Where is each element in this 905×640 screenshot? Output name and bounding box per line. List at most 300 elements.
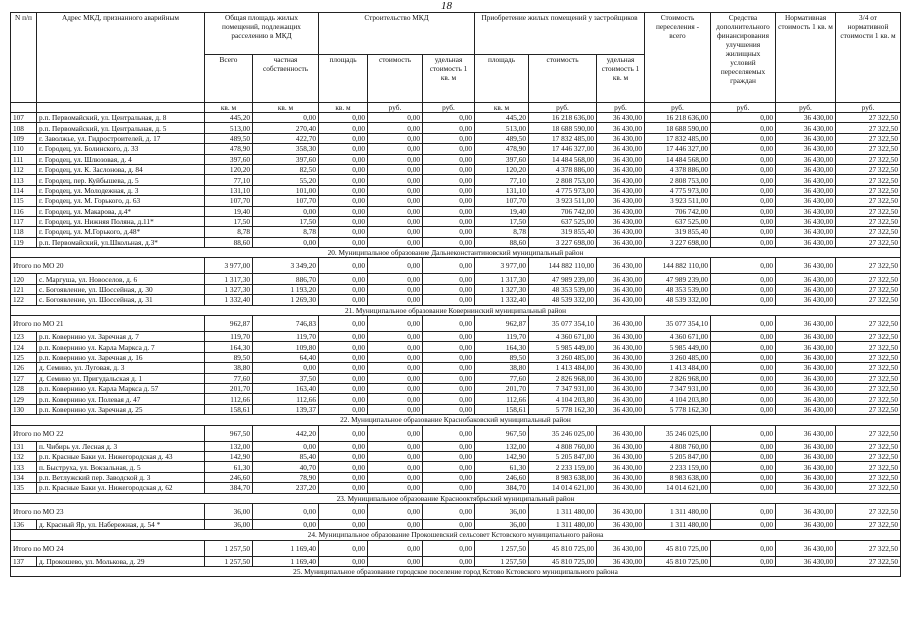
value-cell: 0,00 — [711, 373, 776, 383]
value-cell: 36 430,00 — [776, 206, 836, 216]
address-cell: г. Городец, ул. М.Горького, д.48* — [37, 227, 205, 237]
value-cell: 64,40 — [253, 352, 319, 362]
section-heading-row — [11, 415, 901, 425]
row-number: 113 — [11, 175, 37, 185]
value-cell: 0,00 — [368, 483, 423, 493]
value-cell: 17,50 — [253, 216, 319, 226]
section-heading-row — [11, 493, 901, 503]
value-cell: 36 430,00 — [776, 154, 836, 164]
value-cell: 0,00 — [319, 519, 368, 529]
value-cell: 513,00 — [475, 123, 529, 133]
total-cell: 36,00 — [475, 503, 529, 519]
table-row — [11, 462, 901, 472]
value-cell: 0,00 — [319, 441, 368, 451]
total-cell: 0,00 — [711, 503, 776, 519]
value-cell: 112,66 — [253, 394, 319, 404]
value-cell: 0,00 — [319, 144, 368, 154]
value-cell: 27 322,50 — [836, 451, 901, 461]
value-cell: 0,00 — [423, 404, 475, 414]
total-cell: 36 430,00 — [776, 316, 836, 332]
value-cell: 1 311 480,00 — [645, 519, 711, 529]
table-row — [11, 342, 901, 352]
value-cell: 319 855,40 — [529, 227, 597, 237]
total-cell: 1 257,50 — [205, 540, 253, 556]
value-cell: 0,00 — [711, 451, 776, 461]
value-cell: 3 260 485,00 — [645, 352, 711, 362]
table-row — [11, 383, 901, 393]
total-cell: 1 311 480,00 — [645, 503, 711, 519]
value-cell: 0,00 — [253, 519, 319, 529]
value-cell: 0,00 — [368, 462, 423, 472]
value-cell: 1 413 484,00 — [645, 363, 711, 373]
value-cell: 0,00 — [423, 383, 475, 393]
units-cell: кв. м — [475, 103, 529, 113]
value-cell: 0,00 — [423, 332, 475, 342]
row-number: 131 — [11, 441, 37, 451]
value-cell: 0,00 — [368, 123, 423, 133]
address-cell: р.п. Первомайский, ул.Школьная, д.3* — [37, 237, 205, 247]
units-cell: кв. м — [205, 103, 253, 113]
value-cell: 0,00 — [368, 196, 423, 206]
section-heading: 25. Муниципальное образование городское поселение город Кстово Кстовского муниципального района — [11, 567, 901, 577]
value-cell: 445,20 — [475, 113, 529, 123]
value-cell: 0,00 — [368, 175, 423, 185]
address-cell: р.п. Ковернино ул. Карла Маркса д. 7 — [37, 342, 205, 352]
value-cell: 1 317,30 — [475, 274, 529, 284]
value-cell: 36 430,00 — [597, 451, 645, 461]
value-cell: 112,66 — [475, 394, 529, 404]
value-cell: 27 322,50 — [836, 133, 901, 143]
value-cell: 77,10 — [475, 175, 529, 185]
value-cell: 1 257,50 — [205, 556, 253, 566]
table-body — [11, 113, 901, 577]
value-cell: 0,00 — [423, 394, 475, 404]
value-cell: 0,00 — [319, 216, 368, 226]
table-row — [11, 404, 901, 414]
value-cell: 0,00 — [319, 196, 368, 206]
value-cell: 14 014 621,00 — [529, 483, 597, 493]
address-cell: г. Городец, ул. К. Заслонова, д. 84 — [37, 164, 205, 174]
value-cell: 1 169,40 — [253, 556, 319, 566]
value-cell: 0,00 — [319, 383, 368, 393]
row-number: 108 — [11, 123, 37, 133]
value-cell: 27 322,50 — [836, 144, 901, 154]
value-cell: 0,00 — [423, 295, 475, 305]
value-cell: 3 227 698,00 — [529, 237, 597, 247]
value-cell: 0,00 — [423, 237, 475, 247]
value-cell: 27 322,50 — [836, 441, 901, 451]
row-number: 118 — [11, 227, 37, 237]
value-cell: 132,00 — [205, 441, 253, 451]
table-row — [11, 216, 901, 226]
value-cell: 0,00 — [319, 462, 368, 472]
value-cell: 36 430,00 — [597, 556, 645, 566]
value-cell: 36 430,00 — [776, 383, 836, 393]
total-cell: 0,00 — [423, 316, 475, 332]
value-cell: 0,00 — [711, 519, 776, 529]
value-cell: 0,00 — [711, 483, 776, 493]
value-cell: 3 260 485,00 — [529, 352, 597, 362]
value-cell: 38,80 — [475, 363, 529, 373]
section-heading: 22. Муниципальное образование Краснобаковский муниципальный район — [11, 415, 901, 425]
value-cell: 36 430,00 — [776, 332, 836, 342]
value-cell: 397,60 — [205, 154, 253, 164]
address-cell: р.п. Красные Баки ул. Нижегородская д. 62 — [37, 483, 205, 493]
value-cell: 36 430,00 — [776, 175, 836, 185]
value-cell: 36 430,00 — [597, 133, 645, 143]
total-cell: 0,00 — [319, 540, 368, 556]
value-cell: 1 193,20 — [253, 284, 319, 294]
value-cell: 27 322,50 — [836, 185, 901, 195]
value-cell: 36 430,00 — [597, 237, 645, 247]
value-cell: 489,50 — [205, 133, 253, 143]
value-cell: 17 832 485,00 — [529, 133, 597, 143]
value-cell: 36 430,00 — [776, 123, 836, 133]
value-cell: 0,00 — [711, 185, 776, 195]
value-cell: 0,00 — [319, 556, 368, 566]
value-cell: 0,00 — [423, 227, 475, 237]
value-cell: 5 985 449,00 — [529, 342, 597, 352]
section-heading-row — [11, 567, 901, 577]
units-cell: руб. — [836, 103, 901, 113]
value-cell: 27 322,50 — [836, 216, 901, 226]
value-cell: 0,00 — [711, 556, 776, 566]
value-cell: 0,00 — [319, 332, 368, 342]
value-cell: 0,00 — [423, 154, 475, 164]
row-number: 110 — [11, 144, 37, 154]
total-cell: 45 810 725,00 — [529, 540, 597, 556]
value-cell: 0,00 — [423, 342, 475, 352]
total-row — [11, 425, 901, 441]
value-cell: 36 430,00 — [597, 216, 645, 226]
value-cell: 89,50 — [475, 352, 529, 362]
value-cell: 706 742,00 — [645, 206, 711, 216]
value-cell: 0,00 — [319, 123, 368, 133]
total-cell: 36 430,00 — [776, 258, 836, 274]
address-cell: с. Маргуша, ул. Новоселов, д. 6 — [37, 274, 205, 284]
total-cell: 144 882 110,00 — [645, 258, 711, 274]
value-cell: 0,00 — [711, 404, 776, 414]
value-cell: 36 430,00 — [597, 519, 645, 529]
address-cell: г. Городец, ул. М. Горького, д. 63 — [37, 196, 205, 206]
sub-area-header: площадь — [319, 55, 368, 103]
address-cell: р.п. Ковернино ул. Заречная д. 7 — [37, 332, 205, 342]
address-cell: г. Городец, ул. Болинского, д. 33 — [37, 144, 205, 154]
value-cell: 77,10 — [205, 175, 253, 185]
value-cell: 0,00 — [253, 237, 319, 247]
value-cell: 0,00 — [423, 373, 475, 383]
value-cell: 45 810 725,00 — [529, 556, 597, 566]
value-cell: 0,00 — [368, 404, 423, 414]
value-cell: 36 430,00 — [776, 441, 836, 451]
value-cell: 36 430,00 — [597, 113, 645, 123]
value-cell: 3 923 511,00 — [529, 196, 597, 206]
address-cell: р.п. Ветлужский пер. Заводской д. 3 — [37, 472, 205, 482]
address-cell: с. Богоявление, ул. Шоссейная, д. 31 — [37, 295, 205, 305]
col-norm-cost-header: Нормативная стоимость 1 кв. м — [776, 13, 836, 103]
value-cell: 0,00 — [319, 175, 368, 185]
total-label: Итого по МО 20 — [11, 258, 205, 274]
page-number: 18 — [441, 0, 452, 12]
value-cell: 37,50 — [253, 373, 319, 383]
value-cell: 0,00 — [711, 237, 776, 247]
sub-unit-cost-header: удельная стоимость 1 кв. м — [597, 55, 645, 103]
value-cell: 27 322,50 — [836, 164, 901, 174]
table-row — [11, 363, 901, 373]
value-cell: 36 430,00 — [597, 284, 645, 294]
value-cell: 27 322,50 — [836, 556, 901, 566]
value-cell: 27 322,50 — [836, 113, 901, 123]
value-cell: 0,00 — [319, 206, 368, 216]
col-cost-header: Стоимость переселения - всего — [645, 13, 711, 103]
value-cell: 36 430,00 — [597, 404, 645, 414]
value-cell: 27 322,50 — [836, 363, 901, 373]
table-row — [11, 164, 901, 174]
value-cell: 0,00 — [711, 441, 776, 451]
value-cell: 132,00 — [475, 441, 529, 451]
value-cell: 0,00 — [253, 363, 319, 373]
row-number: 124 — [11, 342, 37, 352]
value-cell: 158,61 — [205, 404, 253, 414]
value-cell: 0,00 — [319, 352, 368, 362]
row-number: 117 — [11, 216, 37, 226]
units-cell: кв. м — [319, 103, 368, 113]
value-cell: 27 322,50 — [836, 284, 901, 294]
value-cell: 8,78 — [205, 227, 253, 237]
value-cell: 2 233 159,00 — [529, 462, 597, 472]
value-cell: 36 430,00 — [776, 483, 836, 493]
table-row — [11, 394, 901, 404]
table-row — [11, 113, 901, 123]
value-cell: 0,00 — [368, 352, 423, 362]
value-cell: 246,60 — [205, 472, 253, 482]
value-cell: 119,70 — [475, 332, 529, 342]
table-row — [11, 352, 901, 362]
value-cell: 0,00 — [423, 196, 475, 206]
address-cell: с. Богоявление, ул. Шоссейная, д. 30 — [37, 284, 205, 294]
value-cell: 0,00 — [368, 363, 423, 373]
value-cell: 0,00 — [319, 154, 368, 164]
value-cell: 8 983 638,00 — [645, 472, 711, 482]
value-cell: 38,80 — [205, 363, 253, 373]
value-cell: 36 430,00 — [597, 342, 645, 352]
value-cell: 0,00 — [319, 483, 368, 493]
value-cell: 36 430,00 — [597, 472, 645, 482]
total-cell: 3 977,00 — [205, 258, 253, 274]
value-cell: 0,00 — [711, 284, 776, 294]
value-cell: 36 430,00 — [597, 332, 645, 342]
total-cell: 36 430,00 — [597, 425, 645, 441]
total-cell: 1 311 480,00 — [529, 503, 597, 519]
address-cell: р.п. Ковернино ул. Заречная д. 16 — [37, 352, 205, 362]
value-cell: 36 430,00 — [776, 284, 836, 294]
value-cell: 36 430,00 — [597, 274, 645, 284]
total-row — [11, 316, 901, 332]
value-cell: 0,00 — [368, 237, 423, 247]
table-row — [11, 519, 901, 529]
table-row — [11, 556, 901, 566]
value-cell: 36 430,00 — [776, 556, 836, 566]
value-cell: 27 322,50 — [836, 274, 901, 284]
value-cell: 0,00 — [423, 462, 475, 472]
value-cell: 36 430,00 — [597, 154, 645, 164]
value-cell: 0,00 — [423, 363, 475, 373]
value-cell: 0,00 — [368, 185, 423, 195]
section-heading: 21. Муниципальное образование Ковернинский муниципальный район — [11, 305, 901, 315]
row-number: 115 — [11, 196, 37, 206]
value-cell: 19,40 — [205, 206, 253, 216]
value-cell: 36 430,00 — [597, 206, 645, 216]
value-cell: 2 826 968,00 — [645, 373, 711, 383]
value-cell: 47 989 239,00 — [645, 274, 711, 284]
value-cell: 36 430,00 — [776, 274, 836, 284]
units-cell: руб. — [776, 103, 836, 113]
sub-cost-header: стоимость — [368, 55, 423, 103]
address-cell: г. Городец, пер. Куйбышева, д. 5 — [37, 175, 205, 185]
total-cell: 967,50 — [205, 425, 253, 441]
row-number: 136 — [11, 519, 37, 529]
value-cell: 101,00 — [253, 185, 319, 195]
sub-cost-header: стоимость — [529, 55, 597, 103]
value-cell: 17 832 485,00 — [645, 133, 711, 143]
units-cell: кв. м — [253, 103, 319, 113]
value-cell: 0,00 — [711, 332, 776, 342]
value-cell: 27 322,50 — [836, 462, 901, 472]
value-cell: 36 430,00 — [597, 483, 645, 493]
value-cell: 0,00 — [319, 227, 368, 237]
value-cell: 36 430,00 — [776, 363, 836, 373]
units-cell — [37, 103, 205, 113]
value-cell: 17,50 — [475, 216, 529, 226]
value-cell: 0,00 — [368, 154, 423, 164]
table-row — [11, 332, 901, 342]
value-cell: 5 778 162,30 — [529, 404, 597, 414]
value-cell: 27 322,50 — [836, 394, 901, 404]
value-cell: 36,00 — [475, 519, 529, 529]
value-cell: 1 327,30 — [205, 284, 253, 294]
value-cell: 47 989 239,00 — [529, 274, 597, 284]
value-cell: 27 322,50 — [836, 123, 901, 133]
value-cell: 0,00 — [423, 144, 475, 154]
table-row — [11, 227, 901, 237]
value-cell: 45 810 725,00 — [645, 556, 711, 566]
row-number: 129 — [11, 394, 37, 404]
value-cell: 0,00 — [423, 472, 475, 482]
value-cell: 36,00 — [205, 519, 253, 529]
value-cell: 0,00 — [423, 133, 475, 143]
total-cell: 144 882 110,00 — [529, 258, 597, 274]
value-cell: 0,00 — [368, 274, 423, 284]
address-cell: д. Красный Яр, ул. Набережная, д. 54 * — [37, 519, 205, 529]
address-cell: р.п. Ковернино ул. Заречная д. 25 — [37, 404, 205, 414]
value-cell: 142,90 — [205, 451, 253, 461]
total-cell: 27 322,50 — [836, 316, 901, 332]
address-cell: г. Городец, ул. Молодежная, д. 3 — [37, 185, 205, 195]
total-cell: 1 169,40 — [253, 540, 319, 556]
value-cell: 36 430,00 — [776, 519, 836, 529]
value-cell: 27 322,50 — [836, 227, 901, 237]
value-cell: 36 430,00 — [776, 462, 836, 472]
total-cell: 0,00 — [368, 503, 423, 519]
total-cell: 0,00 — [423, 503, 475, 519]
row-number: 134 — [11, 472, 37, 482]
row-number: 120 — [11, 274, 37, 284]
value-cell: 0,00 — [319, 394, 368, 404]
value-cell: 0,00 — [711, 206, 776, 216]
value-cell: 36 430,00 — [776, 133, 836, 143]
units-cell: руб. — [645, 103, 711, 113]
total-cell: 0,00 — [319, 316, 368, 332]
row-number: 109 — [11, 133, 37, 143]
value-cell: 489,50 — [475, 133, 529, 143]
address-cell: д. Прокошево, ул. Молькова, д. 29 — [37, 556, 205, 566]
value-cell: 1 332,40 — [205, 295, 253, 305]
units-cell: руб. — [711, 103, 776, 113]
value-cell: 36 430,00 — [776, 227, 836, 237]
total-cell: 35 246 025,00 — [529, 425, 597, 441]
address-cell: п. Чибирь ул. Лесная д. 3 — [37, 441, 205, 451]
value-cell: 17,50 — [205, 216, 253, 226]
value-cell: 0,00 — [368, 519, 423, 529]
value-cell: 2 808 753,00 — [529, 175, 597, 185]
value-cell: 0,00 — [319, 295, 368, 305]
value-cell: 1 269,30 — [253, 295, 319, 305]
value-cell: 2 826 968,00 — [529, 373, 597, 383]
section-heading-row — [11, 305, 901, 315]
total-cell: 0,00 — [253, 503, 319, 519]
value-cell: 55,20 — [253, 175, 319, 185]
value-cell: 36 430,00 — [597, 196, 645, 206]
value-cell: 0,00 — [711, 394, 776, 404]
value-cell: 27 322,50 — [836, 383, 901, 393]
value-cell: 0,00 — [368, 472, 423, 482]
value-cell: 4 360 671,00 — [529, 332, 597, 342]
value-cell: 163,40 — [253, 383, 319, 393]
total-cell: 1 257,50 — [475, 540, 529, 556]
value-cell: 0,00 — [423, 216, 475, 226]
section-heading: 23. Муниципальное образование Краснооктябрьский муниципальный район — [11, 493, 901, 503]
row-number: 132 — [11, 451, 37, 461]
units-cell: руб. — [529, 103, 597, 113]
row-number: 112 — [11, 164, 37, 174]
row-number: 119 — [11, 237, 37, 247]
value-cell: 0,00 — [711, 216, 776, 226]
value-cell: 27 322,50 — [836, 519, 901, 529]
value-cell: 36 430,00 — [776, 373, 836, 383]
value-cell: 0,00 — [711, 144, 776, 154]
value-cell: 0,00 — [711, 295, 776, 305]
value-cell: 0,00 — [368, 332, 423, 342]
total-cell: 0,00 — [711, 425, 776, 441]
value-cell: 107,70 — [205, 196, 253, 206]
value-cell: 0,00 — [711, 462, 776, 472]
sub-private-header: частная собственность — [253, 55, 319, 103]
value-cell: 422,70 — [253, 133, 319, 143]
value-cell: 7 347 931,00 — [529, 383, 597, 393]
table-row — [11, 472, 901, 482]
row-number: 133 — [11, 462, 37, 472]
value-cell: 201,70 — [205, 383, 253, 393]
value-cell: 1 317,30 — [205, 274, 253, 284]
value-cell: 445,20 — [205, 113, 253, 123]
value-cell: 36 430,00 — [776, 164, 836, 174]
row-number: 111 — [11, 154, 37, 164]
value-cell: 2 233 159,00 — [645, 462, 711, 472]
value-cell: 0,00 — [711, 472, 776, 482]
address-cell: д. Семино, ул. Луговая, д. 3 — [37, 363, 205, 373]
row-number: 121 — [11, 284, 37, 294]
value-cell: 0,00 — [711, 342, 776, 352]
